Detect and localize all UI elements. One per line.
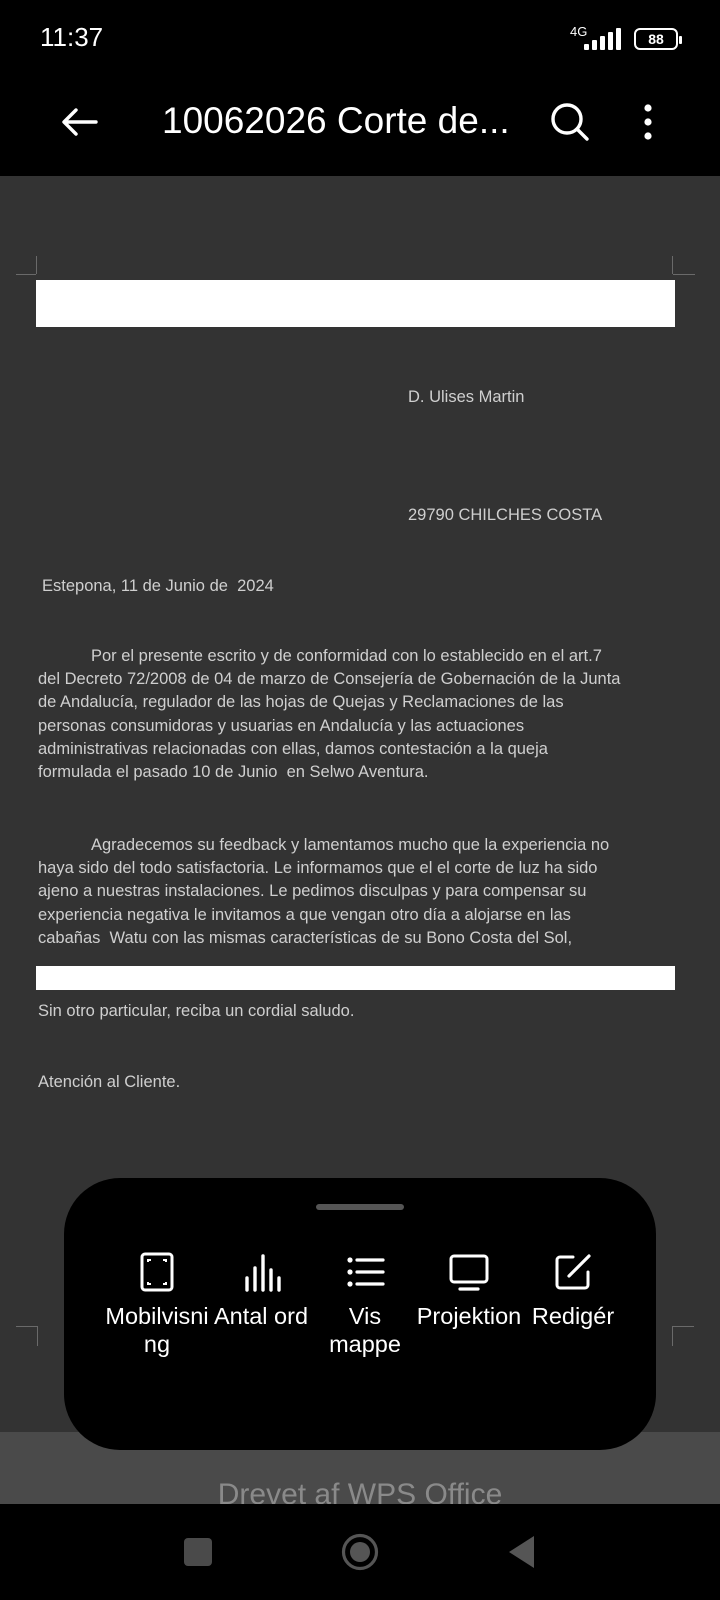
more-vertical-icon[interactable] bbox=[632, 100, 664, 144]
closing-line: Sin otro particular, reciba un cordial saludo. bbox=[38, 1002, 355, 1020]
action-label: Projektion bbox=[416, 1303, 522, 1329]
network-type: 4G bbox=[570, 24, 588, 39]
crop-mark bbox=[16, 1326, 38, 1327]
mobile-view-button[interactable] bbox=[102, 1252, 212, 1358]
edit-button[interactable] bbox=[518, 1252, 628, 1330]
action-label: Redigér bbox=[531, 1303, 615, 1329]
action-label: Vis mappe bbox=[329, 1303, 401, 1357]
paragraph-line: experiencia negativa le invitamos a que vengan otro día a alojarse en las bbox=[38, 905, 571, 924]
recipient-address: 29790 CHILCHES COSTA bbox=[408, 506, 603, 524]
crop-mark bbox=[16, 274, 36, 275]
signature-line: Atención al Cliente. bbox=[38, 1073, 181, 1091]
crop-mark bbox=[673, 274, 695, 275]
redacted-header-bar bbox=[36, 280, 675, 327]
bottom-sheet bbox=[64, 1178, 656, 1450]
recent-apps-icon[interactable] bbox=[184, 1538, 212, 1566]
paragraph-line: ajeno a nuestras instalaciones. Le pedimos disculpas y para compensar su bbox=[38, 882, 587, 901]
action-label: Antal ord bbox=[213, 1303, 309, 1329]
paragraph-1 bbox=[38, 645, 678, 784]
system-nav-bar bbox=[0, 1504, 720, 1600]
action-label: Mobilvisning bbox=[105, 1303, 209, 1357]
footer-text: Drevet af WPS Office bbox=[217, 1478, 503, 1504]
recipient-name: D. Ulises Martin bbox=[408, 388, 525, 406]
crop-mark bbox=[37, 1326, 38, 1346]
crop-mark bbox=[672, 1326, 673, 1346]
edit-icon bbox=[553, 1252, 593, 1292]
crop-mark bbox=[672, 1326, 694, 1327]
status-icons bbox=[570, 24, 678, 54]
paragraph-line: Por el presente escrito y de conformidad con lo establecido en el art.7 bbox=[91, 647, 602, 665]
signal-icon bbox=[570, 24, 624, 52]
paragraph-line: de Andalucía, regulador de las hojas de Quejas y Reclamaciones de las bbox=[38, 693, 564, 712]
app-bar bbox=[0, 78, 720, 176]
show-folder-button[interactable] bbox=[310, 1252, 420, 1358]
paragraph-line: cabañas Watu con las mismas características de su Bono Costa del Sol, bbox=[38, 928, 573, 947]
paragraph-line: haya sido del todo satisfactoria. Le informamos que el el corte de luz ha sido bbox=[38, 859, 598, 878]
back-arrow-icon[interactable] bbox=[56, 98, 104, 146]
date-line: Estepona, 11 de Junio de 2024 bbox=[42, 577, 274, 595]
home-icon[interactable] bbox=[340, 1532, 380, 1572]
search-icon[interactable] bbox=[548, 100, 592, 144]
paragraph-line: Agradecemos su feedback y lamentamos mucho que la experiencia no bbox=[91, 836, 610, 854]
crop-mark bbox=[672, 256, 673, 274]
paragraph-line: personas consumidoras y usuarias en Andalucía y las actuaciones bbox=[38, 716, 525, 735]
word-count-icon bbox=[241, 1252, 281, 1292]
battery-icon bbox=[634, 28, 678, 50]
monitor-icon bbox=[448, 1252, 490, 1292]
drag-handle[interactable] bbox=[316, 1204, 404, 1210]
redacted-line-bar bbox=[36, 966, 675, 990]
battery-level: 88 bbox=[648, 31, 664, 47]
paragraph-line: formulada el pasado 10 de Junio en Selwo Aventura. bbox=[38, 763, 429, 782]
status-bar bbox=[0, 0, 720, 78]
paragraph-line: del Decreto 72/2008 de 04 de marzo de Consejería de Gobernación de la Junta bbox=[38, 670, 621, 689]
projection-button[interactable] bbox=[414, 1252, 524, 1330]
paragraph-2 bbox=[38, 834, 678, 950]
word-count-button[interactable] bbox=[206, 1252, 316, 1330]
paragraph-line: administrativas relacionadas con ellas, damos contestación a la queja bbox=[38, 739, 548, 758]
mobile-view-icon bbox=[138, 1252, 176, 1292]
crop-mark bbox=[36, 256, 37, 274]
document-title: 10062026 Corte de... bbox=[162, 100, 510, 141]
status-time: 11:37 bbox=[40, 22, 104, 52]
list-icon bbox=[345, 1252, 385, 1292]
nav-back-icon[interactable] bbox=[506, 1534, 536, 1570]
